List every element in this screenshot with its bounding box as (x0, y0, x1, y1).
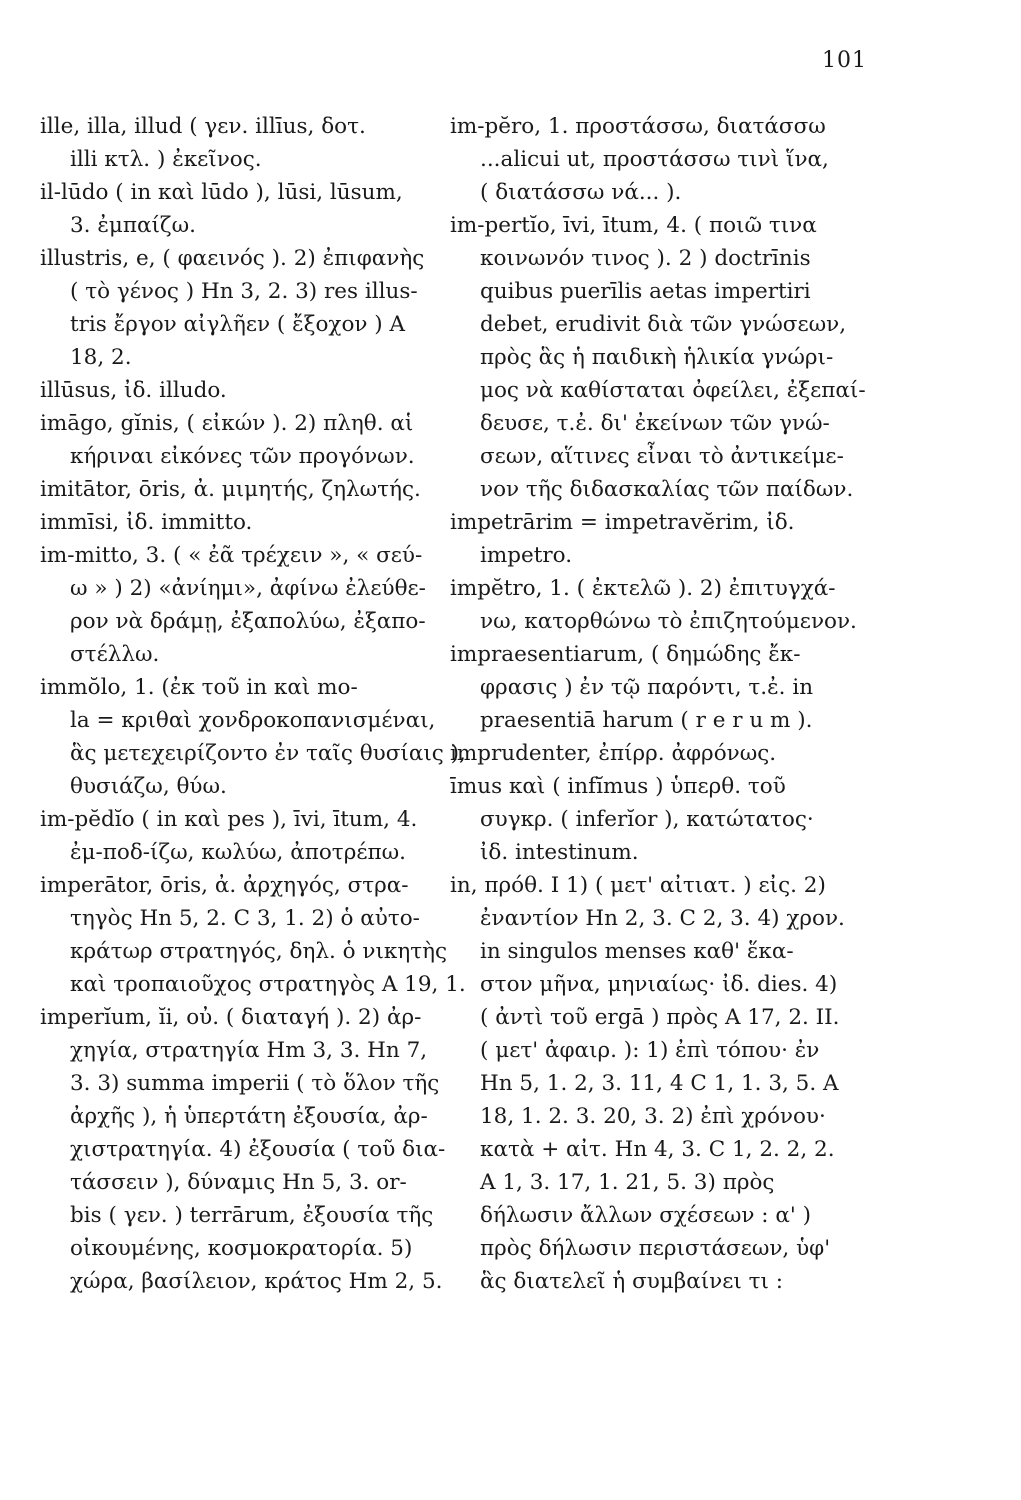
right-column-line: νον τῆς διδασκαλίας τῶν παίδων. (480, 477, 854, 502)
page-number: 101 (822, 48, 867, 73)
right-column-line: in, πρόθ. I 1) ( μετ' αἰτιατ. ) εἰς. 2) (450, 873, 826, 898)
right-column-line: κοινωνόν τινος ). 2 ) doctrīnis (480, 246, 811, 271)
left-column-line: κράτωρ στρατηγός, δηλ. ὁ νικητὴς (70, 939, 448, 964)
right-column-line: quibus puerīlis aetas impertiri (480, 279, 811, 304)
left-column-line: imitātor, ōris, ἀ. μιμητής, ζηλωτής. (40, 477, 421, 502)
right-column-line: impĕtro, 1. ( ἐκτελῶ ). 2) ἐπιτυγχά- (450, 576, 836, 601)
right-column-line: συγκρ. ( inferĭor ), κατώτατος· (480, 807, 814, 832)
right-column-line: πρὸς ἃς ἡ παιδικὴ ἡλικία γνώρι- (480, 345, 834, 370)
right-column-line: ( μετ' ἀφαιρ. ): 1) ἐπὶ τόπου· ἐν (480, 1038, 820, 1063)
left-column-line: ille, illa, illud ( γεν. illīus, δοτ. (40, 114, 366, 139)
right-column-line: Hn 5, 1. 2, 3. 11, 4 C 1, 1. 3, 5. A (480, 1071, 839, 1096)
left-column-line: la = κριθαὶ χονδροκοπανισμέναι, (70, 708, 436, 733)
right-column-line: im-pĕro, 1. προστάσσω, διατάσσω (450, 114, 826, 139)
right-column-line: impetrārim = impetravĕrim, ἰδ. (450, 510, 795, 535)
left-column-line: χιστρατηγία. 4) ἐξουσία ( τοῦ δια- (70, 1137, 446, 1162)
left-column-line: illūsus, ἰδ. illudo. (40, 378, 227, 403)
right-column-line: στον μῆνα, μηνιαίως· ἰδ. dies. 4) (480, 972, 838, 997)
right-column-line: A 1, 3. 17, 1. 21, 5. 3) πρὸς (480, 1170, 775, 1195)
left-column-line: 3. 3) summa imperii ( τὸ ὅλον τῆς (70, 1071, 440, 1096)
right-column-line: impetro. (480, 543, 573, 568)
right-column-line: ἃς διατελεῖ ἡ συμβαίνει τι : (480, 1269, 784, 1294)
left-column-line: ἀρχῆς ), ἡ ὑπερτάτη ἐξουσία, ἀρ- (70, 1104, 428, 1129)
right-column-line: in singulos menses καθ' ἕκα- (480, 939, 794, 964)
left-column-line: im-mitto, 3. ( « ἐᾶ τρέχειν », « σεύ- (40, 543, 423, 568)
right-column-line: praesentiā harum ( r e r u m ). (480, 708, 813, 733)
left-column-line: θυσιάζω, θύω. (70, 774, 227, 799)
left-column-line: tris ἔργον αἰγλῆεν ( ἔξοχον ) A (70, 312, 406, 337)
right-column-line: ἰδ. intestinum. (480, 840, 639, 865)
left-column-line: χηγία, στρατηγία Hm 3, 3. Hn 7, (70, 1038, 428, 1063)
right-column-line: debet, erudivit διὰ τῶν γνώσεων, (480, 312, 847, 337)
left-column-line: 3. ἐμπαίζω. (70, 213, 196, 238)
left-column-line: immīsi, ἰδ. immitto. (40, 510, 253, 535)
left-column-line: ἐμ-ποδ-ίζω, κωλύω, ἀποτρέπω. (70, 840, 406, 865)
right-column-line: īmus καὶ ( infĭmus ) ὑπερθ. τοῦ (450, 774, 786, 799)
left-column-line: καὶ τροπαιοῦχος στρατηγὸς A 19, 1. (70, 972, 466, 997)
right-column-line: ἐναντίον Hn 2, 3. C 2, 3. 4) χρον. (480, 906, 845, 931)
left-column-line: imperātor, ōris, ἀ. ἀρχηγός, στρα- (40, 873, 409, 898)
left-column-line: ( τὸ γένος ) Hn 3, 2. 3) res illus- (70, 279, 418, 304)
right-column-line: ( ἀντὶ τοῦ ergā ) πρὸς A 17, 2. II. (480, 1005, 840, 1030)
right-column-line: δευσε, τ.ἐ. δι' ἐκείνων τῶν γνώ- (480, 411, 830, 436)
left-column-line: ω » ) 2) «ἀνίημι», ἀφίνω ἐλεύθε- (70, 576, 426, 601)
right-column-line: κατὰ + αἰτ. Hn 4, 3. C 1, 2. 2, 2. (480, 1137, 835, 1162)
left-column-line: imperĭum, ĭi, οὐ. ( διαταγή ). 2) ἀρ- (40, 1005, 422, 1030)
left-column-line: bis ( γεν. ) terrārum, ἐξουσία τῆς (70, 1203, 434, 1228)
left-column-line: im-pĕdĭo ( in καὶ pes ), īvi, ītum, 4. (40, 807, 418, 832)
right-column (450, 110, 920, 1298)
left-column-line: χώρα, βασίλειον, κράτος Hm 2, 5. (70, 1269, 443, 1294)
right-column-line: δήλωσιν ἄλλων σχέσεων : α' ) (480, 1203, 812, 1228)
right-column-line: im-pertĭo, īvi, ītum, 4. ( ποιῶ τινα (450, 213, 817, 238)
left-column-line: τάσσειν ), δύναμις Hn 5, 3. or- (70, 1170, 407, 1195)
left-column-line: il-lūdo ( in καὶ lūdo ), lūsi, lūsum, (40, 180, 403, 205)
left-column-line: illi κτλ. ) ἐκεῖνος. (70, 147, 262, 172)
right-column-line: νω, κατορθώνω τὸ ἐπιζητούμενον. (480, 609, 857, 634)
left-column-line: στέλλω. (70, 642, 160, 667)
right-column-line: 18, 1. 2. 3. 20, 3. 2) ἐπὶ χρόνου· (480, 1104, 826, 1129)
right-column-line: μος νὰ καθίσταται ὀφείλει, ἐξεπαί- (480, 378, 866, 403)
left-column-line: ρον νὰ δράμῃ, ἐξαπολύω, ἐξαπο- (70, 609, 426, 634)
left-column-line: imāgo, gĭnis, ( εἰκών ). 2) πληθ. αἱ (40, 411, 414, 436)
right-column-line: impraesentiarum, ( δημώδης ἔκ- (450, 642, 801, 667)
right-column-line: ( διατάσσω νά... ). (480, 180, 682, 205)
right-column-line: πρὸς δήλωσιν περιστάσεων, ὑφ' (480, 1236, 831, 1261)
left-column-line: ἃς μετεχειρίζοντο ἐν ταῖς θυσίαις ), (70, 741, 466, 766)
left-column-line: οἰκουμένης, κοσμοκρατορία. 5) (70, 1236, 413, 1261)
right-column-line: ...alicui ut, προστάσσω τινὶ ἵνα, (480, 147, 829, 172)
left-column (40, 110, 510, 1298)
left-column-line: 18, 2. (70, 345, 132, 370)
right-column-line: σεων, αἵτινες εἶναι τὸ ἀντικείμε- (480, 444, 844, 469)
left-column-line: κήριναι εἰκόνες τῶν προγόνων. (70, 444, 415, 469)
left-column-line: τηγὸς Hn 5, 2. C 3, 1. 2) ὁ αὐτο- (70, 906, 420, 931)
left-column-line: illustris, e, ( φαεινός ). 2) ἐπιφανὴς (40, 246, 425, 271)
left-column-line: immŏlo, 1. (ἐκ τοῦ in καὶ mo- (40, 675, 358, 700)
right-column-line: φρασις ) ἐν τῷ παρόντι, τ.ἐ. in (480, 675, 814, 700)
right-column-line: imprudenter, ἐπίρρ. ἀφρόνως. (450, 741, 777, 766)
